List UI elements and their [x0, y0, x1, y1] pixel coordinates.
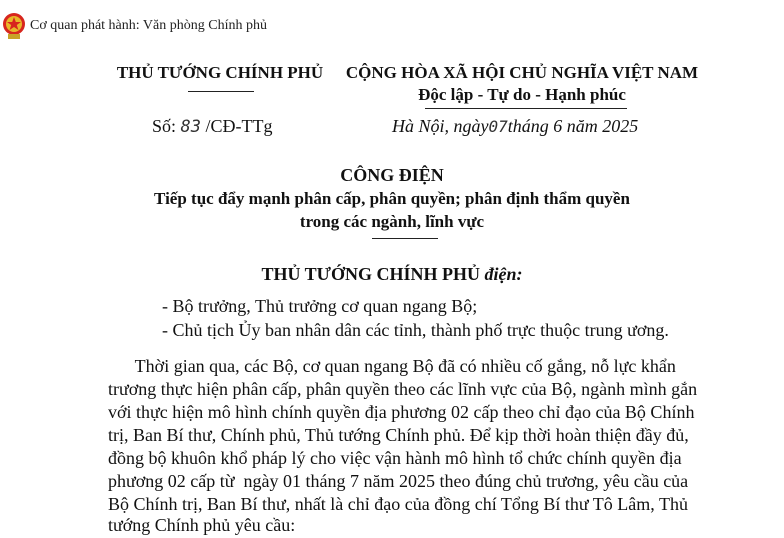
sender-suffix: điện: [480, 264, 523, 284]
date-day-handwritten: 07 [488, 117, 508, 136]
body-line: Bộ Chính trị, Ban Bí thư, nhất là chỉ đạo của đồng chí Tổng Bí thư Tô Lâm, Thủ [108, 494, 688, 514]
national-emblem-icon [2, 11, 26, 41]
body-line: trương thực hiện phân cấp, phân quyền theo các lĩnh vực của Bộ, ngành mình gắn [108, 379, 698, 399]
subject-line-1: Tiếp tục đẩy mạnh phân cấp, phân quyền; phân định thẩm quyền [154, 189, 630, 208]
national-motto: Độc lập - Tự do - Hạnh phúc [418, 85, 626, 104]
body-line: Thời gian qua, các Bộ, cơ quan ngang Bộ đã có nhiều cố gắng, nỗ lực khẩn [108, 356, 676, 376]
body-line: tướng Chính phủ yêu cầu: [108, 515, 296, 535]
sender-line [0, 264, 784, 285]
national-title: CỘNG HÒA XÃ HỘI CHỦ NGHĨA VIỆT NAM [345, 63, 699, 82]
document-number [152, 116, 273, 137]
subject-underline [372, 238, 438, 239]
issuer-bar [0, 0, 784, 50]
place-date [392, 116, 638, 137]
org-underline [188, 91, 254, 92]
body-line: phương 02 cấp từ ngày 01 tháng 7 năm 2025 theo đúng chủ trương, yêu cầu của [108, 471, 689, 491]
issuing-org: THỦ TƯỚNG CHÍNH PHỦ [116, 63, 324, 82]
place-date-prefix: Hà Nội, ngày [392, 116, 489, 136]
document-type: CÔNG ĐIỆN [340, 165, 444, 185]
motto-underline [425, 108, 627, 109]
sender-name: THỦ TƯỚNG CHÍNH PHỦ [261, 264, 480, 284]
recipient-item: - Bộ trưởng, Thủ trưởng cơ quan ngang Bộ; [162, 296, 478, 316]
document-number-handwritten: 83 [180, 117, 201, 137]
body-line: đồng bộ khuôn khổ pháp lý cho việc vận hành mô hình tổ chức chính quyền địa [108, 448, 682, 468]
body-line: với thực hiện mô hình chính quyền địa phương 02 cấp theo chỉ đạo của Bộ Chính [108, 402, 695, 422]
document-number-suffix: /CĐ-TTg [201, 116, 273, 136]
subject-line-2: trong các ngành, lĩnh vực [299, 212, 485, 231]
document-number-prefix: Số: [152, 116, 181, 136]
place-date-suffix: tháng 6 năm 2025 [507, 116, 639, 136]
issuer-text: Cơ quan phát hành: Văn phòng Chính phủ [30, 18, 267, 33]
body-line: trị, Ban Bí thư, Chính phủ, Thủ tướng Chính phủ. Để kịp thời hoàn thiện đầy đủ, [108, 425, 689, 445]
recipient-item: - Chủ tịch Ủy ban nhân dân các tỉnh, thành phố trực thuộc trung ương. [162, 320, 669, 340]
